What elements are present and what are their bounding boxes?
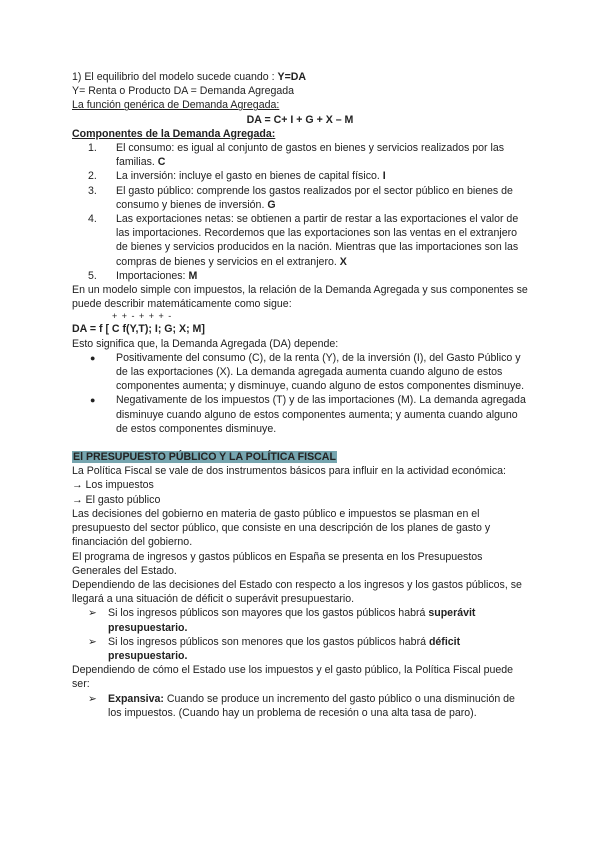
da-function-formula: DA = f [ C f(Y,T); I; G; X; M] bbox=[72, 323, 205, 336]
budget-paragraph: Las decisiones del gobierno en materia de gasto público e impuestos se plasman en el presupuesto del sector público, que consiste en una descripción de los planes de gasto y financiación del gobierno. bbox=[72, 507, 491, 549]
policy-types-paragraph: Dependiendo de cómo el Estado use los impuestos y el gasto público, la Política Fiscal puede ser: bbox=[72, 664, 514, 691]
instrument-taxes: → Los impuestos bbox=[72, 479, 154, 492]
policy-types-list bbox=[72, 692, 528, 720]
instrument-spending: → El gasto público bbox=[72, 493, 161, 506]
fiscal-heading bbox=[72, 450, 528, 464]
list-item: 5. Importaciones: M bbox=[88, 269, 198, 282]
arrow-bullet-icon: ➢ bbox=[88, 635, 97, 648]
dependency-list bbox=[72, 351, 528, 436]
model-paragraph: En un modelo simple con impuestos, la relación de la Demanda Agregada y sus componentes se puede describir matemáticamente como sigue: bbox=[72, 284, 528, 311]
components-list bbox=[72, 141, 528, 283]
da-formula: DA = C+ I + G + X – M bbox=[246, 113, 354, 126]
list-item: ➢ Si los ingresos públicos son mayores que los gastos públicos habrá superávit presupuestario. bbox=[88, 607, 476, 634]
list-item: 2. La inversión: incluye el gasto en bienes de capital físico. I bbox=[88, 170, 386, 183]
document-page bbox=[72, 70, 528, 720]
list-item: 3. El gasto público: comprende los gastos realizados por el sector público en bienes de consumo y bienes de inversión. G bbox=[88, 184, 513, 211]
depends-line: Esto significa que, la Demanda Agregada (DA) depende: bbox=[72, 337, 339, 350]
list-item: 4. Las exportaciones netas: se obtienen a partir de restar a las exportaciones el valor de las importaciones. Recordemos que las exportaciones son las ventas en el extranjero de bienes y servicios producidos en la nación. Mientras que las importaciones son las compras de bienes y servicios en el extranjero. X bbox=[88, 213, 519, 268]
definitions-line: Y= Renta o Producto DA = Demanda Agregada bbox=[72, 85, 295, 98]
pge-paragraph: El programa de ingresos y gastos públicos en España se presenta en los Presupuestos Generales del Estado. bbox=[72, 550, 483, 577]
highlighted-heading: El PRESUPUESTO PÚBLICO Y LA POLÍTICA FISCAL bbox=[73, 451, 336, 464]
arrow-bullet-icon: ➢ bbox=[88, 692, 97, 705]
equilibrium-line: 1) El equilibrio del modelo sucede cuando : Y=DA bbox=[72, 71, 307, 83]
deficit-paragraph: Dependiendo de las decisiones del Estado con respecto a los ingresos y los gastos públicos, se llegará a una situación de déficit o superávit presupuestario. bbox=[72, 578, 522, 606]
list-item: ● Positivamente del consumo (C), de la renta (Y), de la inversión (I), del Gasto Público y de las exportaciones (X). La demanda agregada aumenta cuando alguno de estos componentes aumenta; y disminuye, cuando alguno de estos componentes disminuye. bbox=[90, 351, 525, 393]
formula-signs: + + - + + + - bbox=[112, 311, 173, 322]
bullet-icon: ● bbox=[90, 395, 96, 406]
budget-cases-list bbox=[72, 606, 528, 663]
list-item: 1. El consumo: es igual al conjunto de gastos en bienes y servicios realizados por las familias. C bbox=[88, 142, 505, 169]
generic-function-label: La función genérica de Demanda Agregada: bbox=[72, 99, 280, 112]
bullet-icon: ● bbox=[90, 352, 96, 363]
arrow-bullet-icon: ➢ bbox=[88, 607, 97, 620]
list-item: ➢ Expansiva: Cuando se produce un incremento del gasto público o una disminución de los impuestos. (Cuando hay un problema de recesión o una alta tasa de paro). bbox=[88, 692, 515, 719]
list-item: ● Negativamente de los impuestos (T) y de las importaciones (M). La demanda agregada disminuye cuando alguno de estos componentes aumenta; y aumenta cuando alguno de estos componentes disminuye. bbox=[90, 394, 526, 435]
list-item: ➢ Si los ingresos públicos son menores que los gastos públicos habrá déficit presupuestario. bbox=[88, 635, 461, 662]
fiscal-intro: La Política Fiscal se vale de dos instrumentos básicos para influir en la actividad económica: bbox=[72, 465, 506, 478]
components-heading: Componentes de la Demanda Agregada: bbox=[72, 127, 276, 140]
